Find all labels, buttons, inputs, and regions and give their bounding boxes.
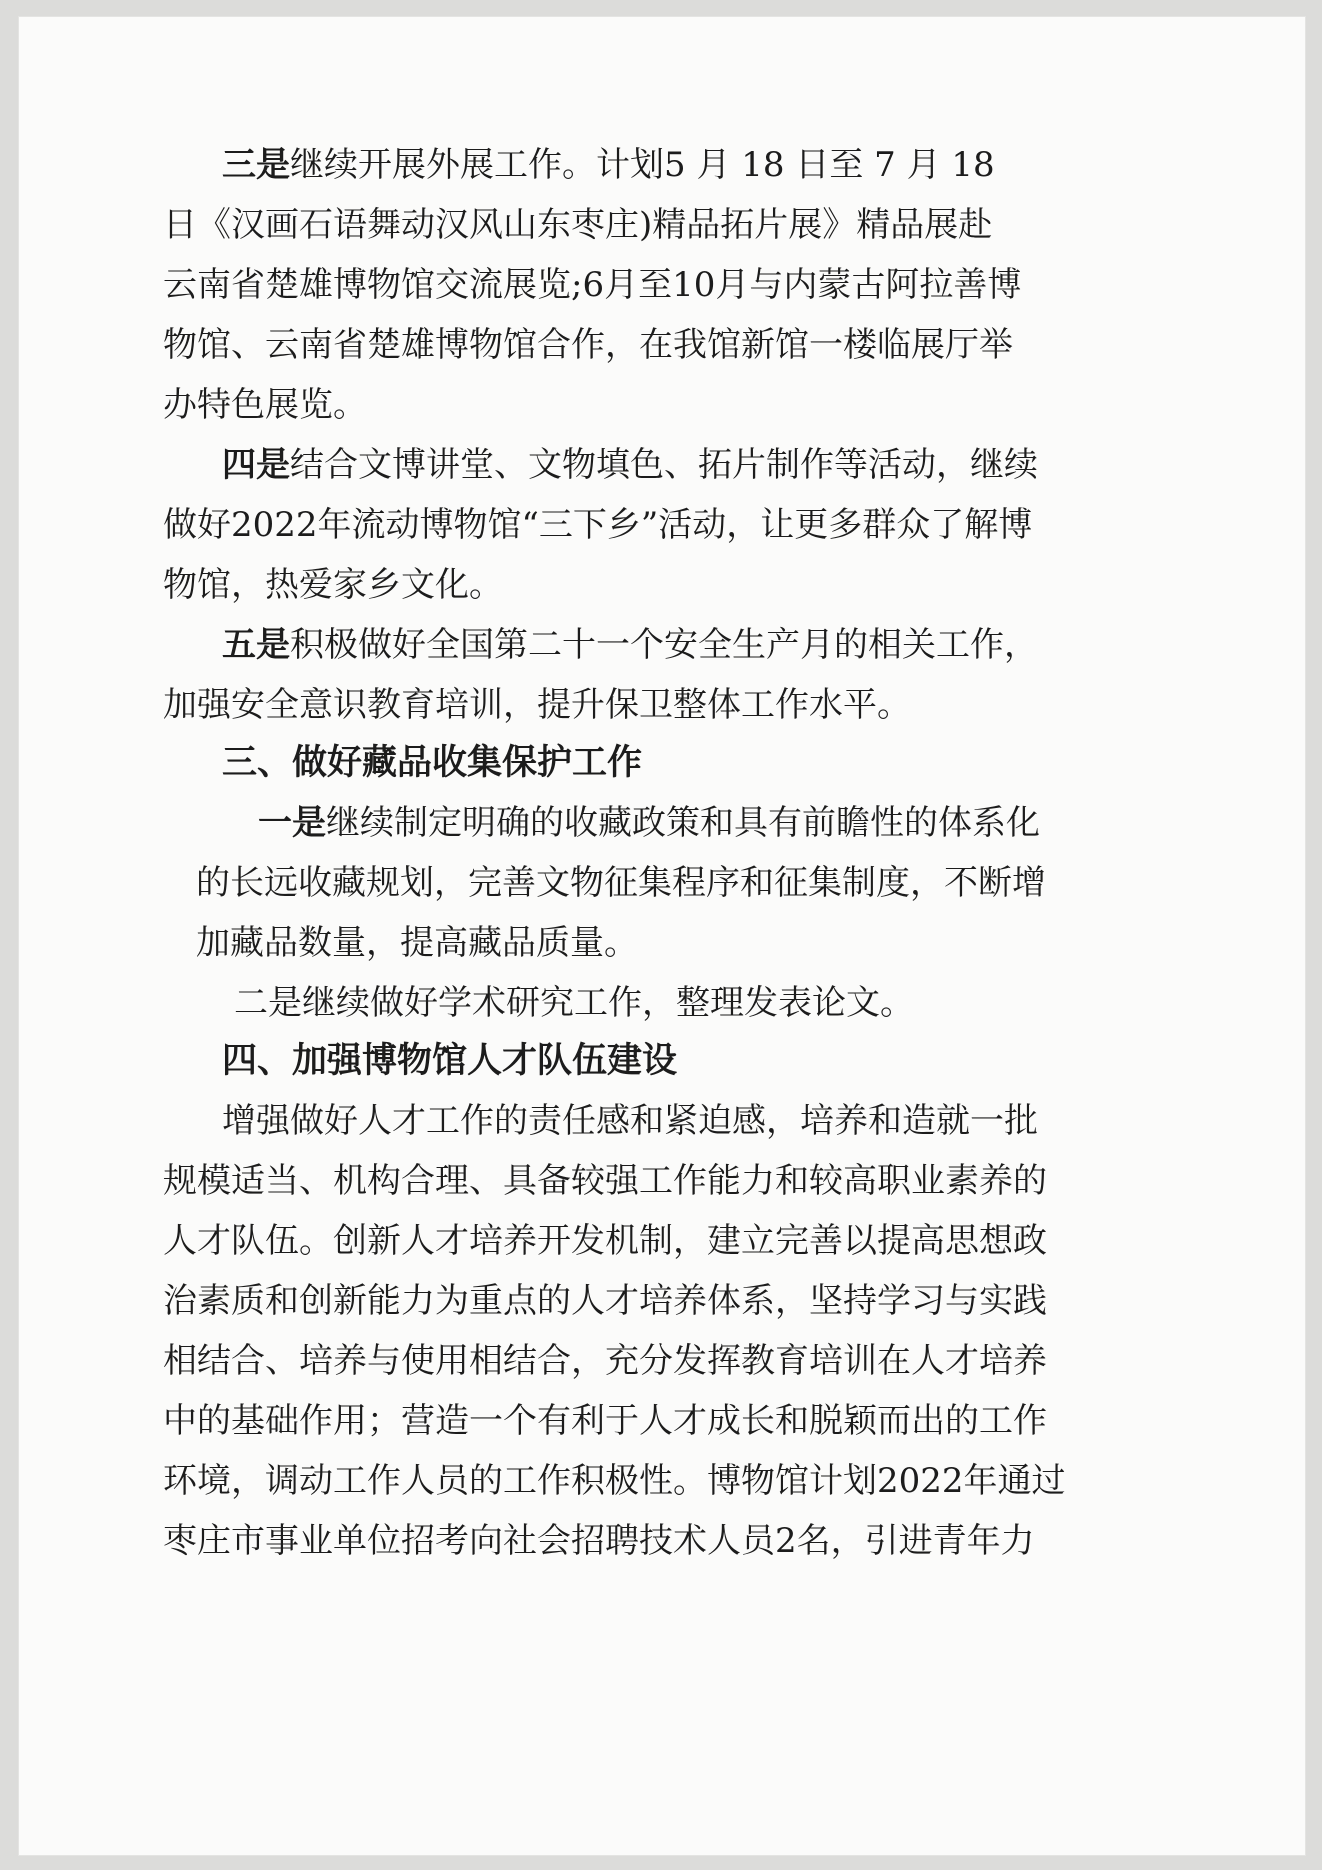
section-heading: 四、加强博物馆人才队伍建设 — [222, 1041, 678, 1081]
paragraph-text: 继续开展外展工作。计划5 月 18 日至 7 月 18 — [290, 145, 995, 185]
paragraph-lead: 一是 — [258, 803, 326, 843]
paragraph-line: 物馆，热爱家乡文化。 — [163, 565, 503, 605]
paragraph-line — [222, 623, 1038, 667]
paragraph-text: 继续制定明确的收藏政策和具有前瞻性的体系化 — [326, 803, 1040, 843]
paragraph-line: 做好2022年流动博物馆“三下乡”活动，让更多群众了解博 — [163, 505, 1033, 545]
paragraph-line: 日《汉画石语舞动汉风山东枣庄)精品拓片展》精品展赴 — [163, 205, 993, 245]
paragraph-text: 结合文博讲堂、文物填色、拓片制作等活动，继续 — [290, 445, 1038, 485]
paragraph-line: 增强做好人才工作的责任感和紧迫感，培养和造就一批 — [222, 1101, 1038, 1141]
paragraph-lead: 三是 — [222, 145, 290, 185]
paragraph-lead: 四是 — [222, 445, 290, 485]
paragraph-line — [222, 143, 995, 187]
paragraph-line: 人才队伍。创新人才培养开发机制，建立完善以提高思想政 — [163, 1221, 1047, 1261]
paragraph-line — [222, 443, 1038, 487]
paragraph-line: 二是继续做好学术研究工作，整理发表论文。 — [234, 983, 914, 1023]
paragraph-line: 规模适当、机构合理、具备较强工作能力和较高职业素养的 — [163, 1161, 1047, 1201]
paragraph-lead: 五是 — [222, 625, 290, 665]
paragraph-line: 枣庄市事业单位招考向社会招聘技术人员2名，引进青年力 — [163, 1521, 1035, 1561]
paragraph-line: 办特色展览。 — [163, 385, 367, 425]
paragraph-line: 中的基础作用；营造一个有利于人才成长和脱颖而出的工作 — [163, 1401, 1047, 1441]
paragraph-line: 环境，调动工作人员的工作积极性。博物馆计划2022年通过 — [163, 1461, 1066, 1501]
paragraph-line: 加藏品数量，提高藏品质量。 — [196, 923, 638, 963]
paragraph-line: 相结合、培养与使用相结合，充分发挥教育培训在人才培养 — [163, 1341, 1047, 1381]
paragraph-line: 物馆、云南省楚雄博物馆合作，在我馆新馆一楼临展厅举 — [163, 325, 1013, 365]
paragraph-line: 的长远收藏规划，完善文物征集程序和征集制度，不断增 — [196, 863, 1046, 903]
paragraph-line: 云南省楚雄博物馆交流展览;6月至10月与内蒙古阿拉善博 — [163, 265, 1022, 305]
paragraph-line: 治素质和创新能力为重点的人才培养体系，坚持学习与实践 — [163, 1281, 1047, 1321]
paragraph-text: 积极做好全国第二十一个安全生产月的相关工作， — [290, 625, 1038, 665]
paragraph-line — [258, 801, 1040, 845]
section-heading: 三、做好藏品收集保护工作 — [222, 743, 643, 783]
paragraph-line: 加强安全意识教育培训，提升保卫整体工作水平。 — [163, 685, 911, 725]
